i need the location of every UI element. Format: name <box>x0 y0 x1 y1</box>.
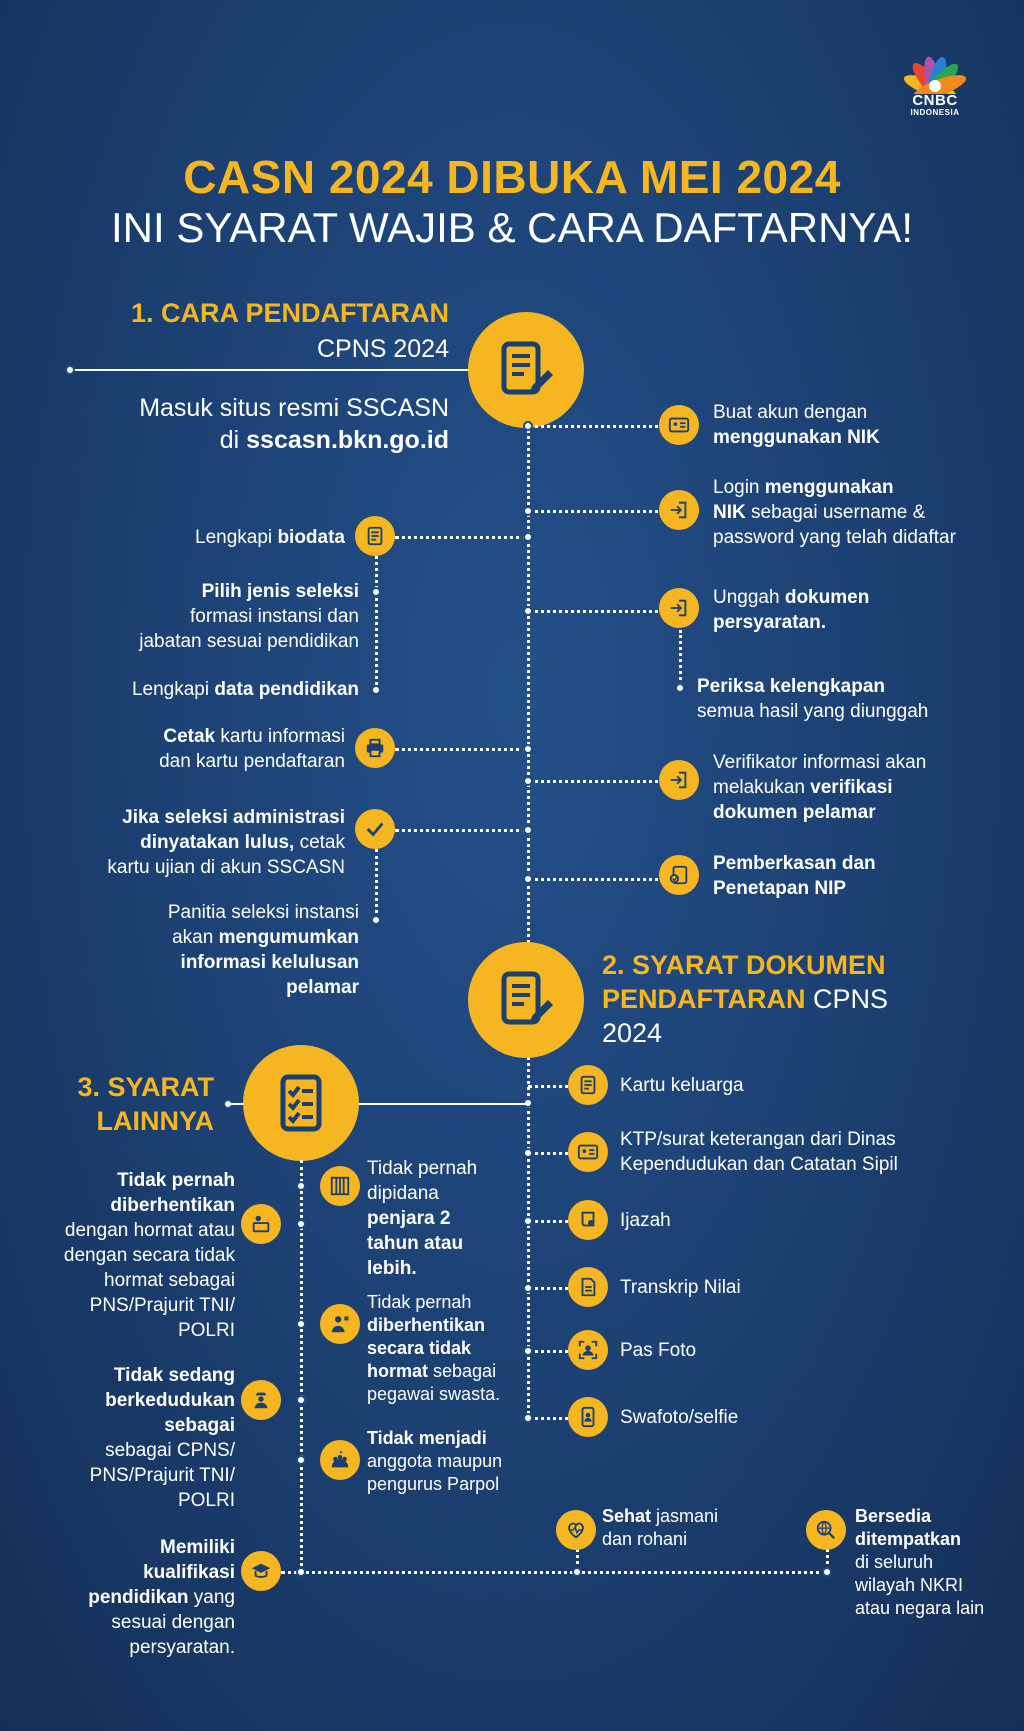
line-dot <box>523 1283 533 1293</box>
step-announcement: Panitia seleksi instansi akan mengumumkan informasi kelulusan pelamar <box>167 902 359 998</box>
step-education-data: Lengkapi data pendidikan <box>131 679 359 700</box>
req-no-party: Tidak menjadi anggota maupun pengurus Parpol <box>367 1428 503 1494</box>
prison-icon <box>320 1166 360 1206</box>
step-upload: Unggah dokumen persyaratan. <box>713 587 870 633</box>
step-login: Login menggunakan NIK sebagai username & password yang telah didaftar <box>713 477 956 548</box>
dismissal-icon <box>241 1204 281 1244</box>
req-education: Memiliki kualifikasi pendidikan yang sesuai dengan persyaratan. <box>88 1537 235 1658</box>
req-healthy: Sehat jasmani dan rohani <box>602 1506 719 1549</box>
connector <box>528 610 678 613</box>
line-dot <box>523 1216 533 1226</box>
connector <box>528 425 678 428</box>
party-group-icon <box>320 1440 360 1480</box>
doc-photo: Pas Foto <box>620 1340 697 1361</box>
transcript-icon <box>568 1267 608 1307</box>
line-dot <box>523 1346 533 1356</box>
connector <box>375 849 378 919</box>
login-icon <box>659 490 699 530</box>
section1-icon-circle <box>468 312 584 428</box>
section2-icon-circle <box>468 942 584 1058</box>
connector <box>395 829 527 832</box>
connector <box>679 630 682 686</box>
line-dot <box>371 685 381 695</box>
logo-subtext: INDONESIA <box>910 108 960 117</box>
step-select-formation: Pilih jenis seleksi formasi instansi dan jabatan sesuai pendidikan <box>139 581 359 652</box>
document-check-icon <box>659 855 699 895</box>
line-dot <box>296 1219 306 1229</box>
step-exam-card: Jika seleksi administrasi dinyatakan lulus, cetak kartu ujian di akun SSCASN <box>107 807 345 878</box>
fired-worker-icon <box>320 1304 360 1344</box>
logo-text: CNBC <box>912 92 958 109</box>
line-dot <box>523 744 533 754</box>
line-dot <box>523 421 533 431</box>
line-dot <box>296 1181 306 1191</box>
req-no-prison: Tidak pernah dipidana penjara 2 tahun atau lebih. <box>367 1158 478 1279</box>
line-dot <box>675 683 685 693</box>
line-dot <box>523 776 533 786</box>
line-dot <box>296 1319 306 1329</box>
line-dot <box>572 1567 582 1577</box>
section1-heading: 1. CARA PENDAFTARAN <box>130 298 449 328</box>
cnbc-logo <box>890 44 980 122</box>
printer-icon <box>355 728 395 768</box>
section1-subheading: CPNS 2024 <box>316 335 449 363</box>
line-dot <box>523 532 533 542</box>
peacock-icon <box>898 44 972 94</box>
step-biodata: Lengkapi biodata <box>195 527 345 548</box>
line-dot <box>822 1567 832 1577</box>
line-dot <box>523 874 533 884</box>
intro-text: Masuk situs resmi SSCASN di sscasn.bkn.go.id <box>139 394 449 454</box>
step-check: Periksa kelengkapan semua hasil yang diunggah <box>697 676 929 722</box>
id-card-icon <box>568 1132 608 1172</box>
line-dot <box>523 825 533 835</box>
biodata-icon <box>355 516 395 556</box>
connector <box>528 780 678 783</box>
line-dot <box>65 365 75 375</box>
divider <box>70 369 470 371</box>
globe-search-icon <box>806 1510 846 1550</box>
family-card-icon <box>568 1065 608 1105</box>
photo-icon <box>568 1330 608 1370</box>
connector <box>281 1571 827 1574</box>
graduation-cap-icon <box>241 1551 281 1591</box>
timeline <box>527 1040 530 1420</box>
doc-selfie: Swafoto/selfie <box>620 1407 739 1428</box>
page-title: CASN 2024 DIBUKA MEI 2024 <box>183 151 841 203</box>
officer-icon <box>241 1380 281 1420</box>
connector <box>528 510 678 513</box>
form-edit-icon <box>494 338 558 402</box>
doc-transcript: Transkrip Nilai <box>620 1277 741 1298</box>
form-edit-icon <box>494 968 558 1032</box>
section3-heading: 3. SYARAT LAINNYA <box>77 1072 214 1136</box>
connector <box>528 878 678 881</box>
line-dot <box>296 1567 306 1577</box>
line-dot <box>296 1395 306 1405</box>
line-dot <box>523 1413 533 1423</box>
req-placement: Bersedia ditempatkan di seluruh wilayah NKRI atau negara lain <box>855 1506 985 1618</box>
id-card-icon <box>659 405 699 445</box>
doc-family-card: Kartu keluarga <box>620 1075 744 1096</box>
step-nip: Pemberkasan dan Penetapan NIP <box>713 853 876 899</box>
step-print-cards: Cetak kartu informasi dan kartu pendaftaran <box>159 726 345 772</box>
connector <box>395 536 527 539</box>
doc-ktp: KTP/surat keterangan dari Dinas Kependudukan dan Catatan Sipil <box>620 1129 898 1175</box>
req-not-fired-private: Tidak pernah diberhentikan secara tidak hormat sebagai pegawai swasta. <box>367 1292 501 1404</box>
req-not-civil-servant: Tidak sedang berkedudukan sebagai sebagai CPNS/ PNS/Prajurit TNI/ POLRI <box>89 1365 235 1511</box>
verify-icon <box>659 760 699 800</box>
line-dot <box>296 1455 306 1465</box>
connector <box>395 748 527 751</box>
step-create-account: Buat akun dengan menggunakan NIK <box>713 402 880 448</box>
step-verify: Verifikator informasi akan melakukan verifikasi dokumen pelamar <box>713 752 927 823</box>
check-icon <box>355 809 395 849</box>
doc-ijazah: Ijazah <box>620 1210 671 1231</box>
section3-icon-circle <box>243 1045 359 1161</box>
connector <box>375 556 378 691</box>
upload-icon <box>659 588 699 628</box>
page-subtitle: INI SYARAT WAJIB & CARA DAFTARNYA! <box>110 204 914 251</box>
section2-heading: 2. SYARAT DOKUMEN PENDAFTARAN CPNS 2024 <box>602 950 889 1048</box>
req-not-dismissed: Tidak pernah diberhentikan dengan hormat atau dengan secara tidak hormat sebagai PNS/Prajurit TNI/ POLRI <box>63 1170 235 1341</box>
checklist-icon <box>269 1071 333 1135</box>
line-dot <box>523 506 533 516</box>
selfie-icon <box>568 1397 608 1437</box>
line-dot <box>371 587 381 597</box>
line-dot <box>523 606 533 616</box>
diploma-icon <box>568 1200 608 1240</box>
line-dot <box>523 1148 533 1158</box>
line-dot <box>371 915 381 925</box>
health-icon <box>556 1510 596 1550</box>
